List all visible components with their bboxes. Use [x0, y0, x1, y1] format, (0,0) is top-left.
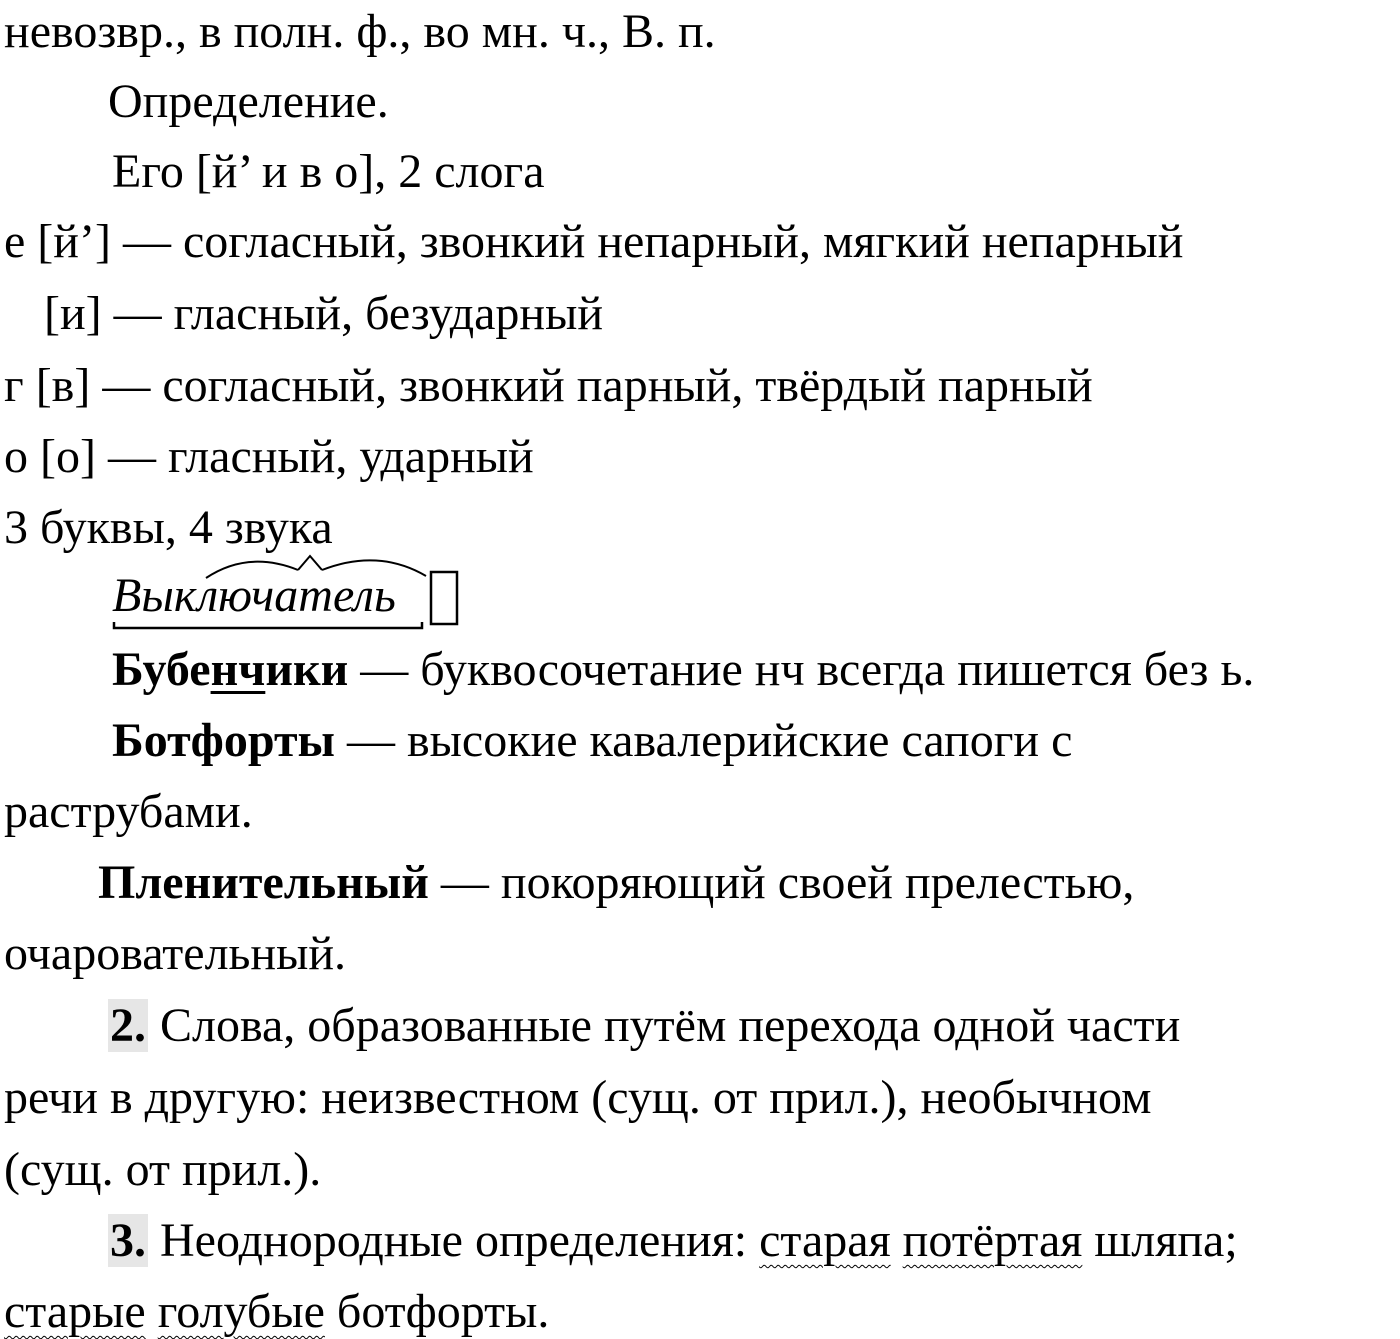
paragraph-botforty — [112, 714, 1073, 767]
text-line: г [в] — согласный, звонкий парный, твёрдый парный — [4, 359, 1093, 412]
underlined-letters: нч — [210, 643, 266, 696]
text-line: о [о] — гласный, ударный — [4, 430, 534, 483]
paragraph-bubenchiki — [112, 643, 1255, 696]
task-number: 2. — [110, 999, 146, 1052]
text-line: [и] — гласный, безударный — [44, 287, 604, 340]
suffix-caret — [298, 556, 322, 570]
text-line: очаровательный. — [4, 927, 347, 980]
morpheme-word: Выключатель — [112, 569, 396, 622]
suffix-arc — [322, 560, 426, 576]
task-3-continued — [4, 1285, 550, 1338]
noun-text: ботфорты. — [324, 1285, 550, 1338]
stem-bracket — [114, 622, 422, 628]
definition-word: старая — [759, 1214, 891, 1267]
morpheme-analysis — [108, 552, 468, 642]
morpheme-marks — [108, 552, 468, 642]
root-arc — [206, 562, 298, 578]
definition-word: потёртая — [902, 1214, 1083, 1267]
text-line: раструбами. — [4, 785, 253, 838]
term-word: Пленительный — [98, 856, 429, 909]
ending-box — [431, 572, 457, 624]
text-line: е [й’] — согласный, звонкий непарный, мягкий непарный — [4, 215, 1184, 268]
definition-text: — буквосочетание нч всегда пишется без ь. — [348, 643, 1255, 696]
term-word: Бубенчики — [112, 643, 349, 696]
text-line: Определение. — [108, 75, 389, 128]
definition-text: — покоряющий своей прелестью, — [428, 856, 1135, 909]
text-line: (сущ. от прил.). — [4, 1143, 322, 1196]
text-line: 3 буквы, 4 звука — [4, 501, 333, 554]
task-number: 3. — [110, 1214, 146, 1267]
text-line: невозвр., в полн. ф., во мн. ч., В. п. — [4, 5, 716, 58]
text-line: речи в другую: неизвестном (сущ. от прил.), необычном — [4, 1071, 1152, 1124]
definition-word: старые — [4, 1285, 146, 1338]
noun-text: шляпа; — [1082, 1214, 1238, 1267]
text-line: Его [й’ и в о], 2 слога — [112, 145, 545, 198]
definition-word: голубые — [157, 1285, 325, 1338]
paragraph-plenitelny — [98, 856, 1135, 909]
task-3 — [108, 1214, 1238, 1267]
task-text: Слова, образованные путём перехода одной части — [148, 999, 1181, 1052]
task-text: Неоднородные определения: — [148, 1214, 760, 1267]
term-word: Ботфорты — [112, 714, 336, 767]
definition-text: — высокие кавалерийские сапоги с — [335, 714, 1073, 767]
task-2 — [108, 999, 1181, 1052]
